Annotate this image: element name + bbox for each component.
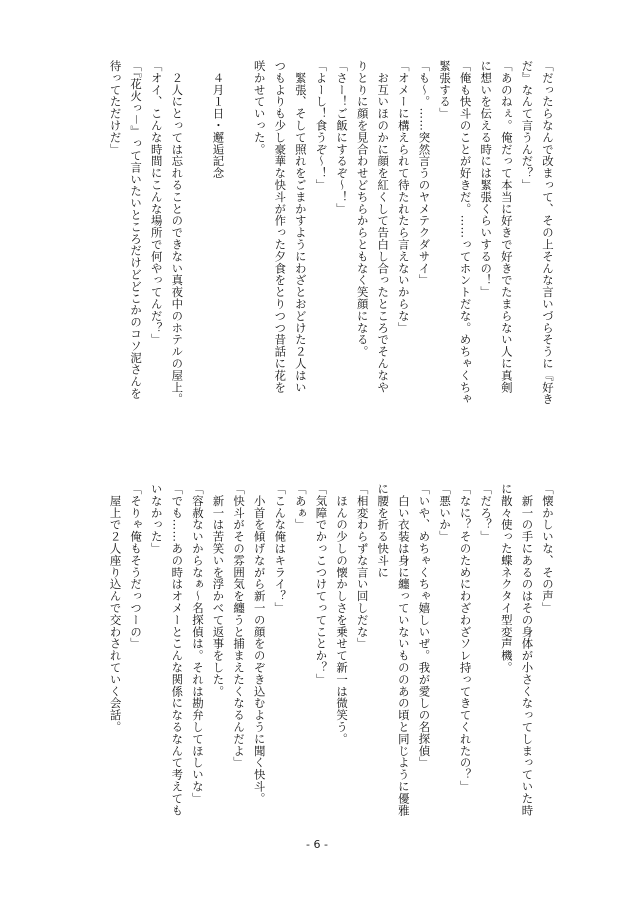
text-line: 「気障でかっこつけてってことか？」 <box>314 483 329 686</box>
text-line: 緊張、そして照れをごまかすようにわざとおどけた２人はい <box>293 60 308 394</box>
text-line: つもよりも少し豪華な快斗が作った夕食をとりつつ昔話に花を <box>273 60 288 394</box>
text-line: 「だろ？」 <box>479 483 494 543</box>
text-line: 緊張する」 <box>438 60 453 120</box>
text-line: 「なに？そのためにわざわざソレ持ってきてくれたの？」 <box>458 483 473 793</box>
text-line: に想いを伝える時には緊張くらいするの！」 <box>479 60 494 298</box>
text-line: 「あぁ」 <box>293 483 308 531</box>
text-line: 「さー！ご飯にするぞ～！」 <box>335 60 350 215</box>
text-line: お互いほのかに顔を紅くして告白し合ったところでそんなや <box>376 60 391 394</box>
page-number: - 6 - <box>306 838 328 851</box>
text-line: 「オメーに構えられて待たれたら言えないからな」 <box>396 60 411 334</box>
text-line: いなかった」 <box>149 483 164 555</box>
text-line: 新一は苦笑いを浮かべて返事をした。 <box>211 483 226 698</box>
text-line: 咲かせていった。 <box>252 60 267 156</box>
text-line: 「だったらなんで改まって、その上そんな言いづらそうに『好き <box>541 60 555 406</box>
text-line: 「容赦ないからなぁ～名探偵は。それは勘弁してほしいな」 <box>190 483 205 805</box>
text-line: 「あのねぇ。俺だって本当に好きで好きでたまらない人に真剣 <box>499 60 514 394</box>
text-line: だ』なんて言うんだ？」 <box>520 60 535 191</box>
text-line: 「そりゃ俺もそうだっつーの」 <box>129 483 144 650</box>
text-line: 「オイ、こんな時間にこんな場所で何やってんだ？」 <box>149 60 164 346</box>
text-line: 「いや、めちゃくちゃ嬉しいぜ。我が愛しの名探偵」 <box>417 483 432 769</box>
upper-text-block <box>84 60 558 456</box>
text-line: 「も～。……突然言うのヤメテクダサイ」 <box>417 60 432 287</box>
section-heading: ４月１日・邂逅記念 <box>211 60 226 179</box>
text-line: 小首を傾げながら新一の顔をのぞき込むように聞く快斗。 <box>252 483 267 805</box>
text-line: 「悪いか」 <box>438 483 453 543</box>
text-line: に散々使った蝶ネクタイ型変声機。 <box>499 483 514 674</box>
text-line: 屋上で２人座り込んで交わされていく会話。 <box>108 483 123 733</box>
blank-line <box>187 60 208 456</box>
text-line: に腰を折る快斗に <box>376 483 391 579</box>
text-line: 「こんな俺はキライ？」 <box>273 483 288 614</box>
lower-text-block <box>84 483 558 839</box>
blank-line <box>229 60 250 456</box>
text-line: 「快斗がその雰囲気を纏うと捕まえたくなるんだよ」 <box>232 483 247 769</box>
text-line: 新一の手にあるのはその身体が小さくなってしまっていた時 <box>520 483 535 817</box>
text-line: 「『花火っ－』って言いたいところだけどどこかのコソ泥さんを <box>129 60 144 400</box>
text-line: 「よーし！食うぞ～！」 <box>314 60 329 191</box>
text-line: 「俺も快斗のことが好きだ。……ってホントだな。めちゃくちゃ <box>458 60 473 406</box>
text-line: 「懐かしいな、その声」 <box>541 483 555 614</box>
text-line: 「相変わらずな言い回しだな」 <box>355 483 370 650</box>
text-line: ２人にとっては忘れることのできない真夜中のホテルの屋上。 <box>170 60 185 406</box>
text-line: 待ってただけだ」 <box>108 60 123 156</box>
text-line: 白い衣装は身に纏っていないもののあの頃と同じように優雅 <box>396 483 411 817</box>
text-line: 「でも……あの時はオメーとこんな関係になるなんて考えても <box>170 483 185 817</box>
text-line: ほんの少しの懐かしさを乗せて新一は微笑う。 <box>335 483 350 745</box>
text-line: りとりに顔を見合わせどちらからともなく笑顔になる。 <box>355 60 370 358</box>
